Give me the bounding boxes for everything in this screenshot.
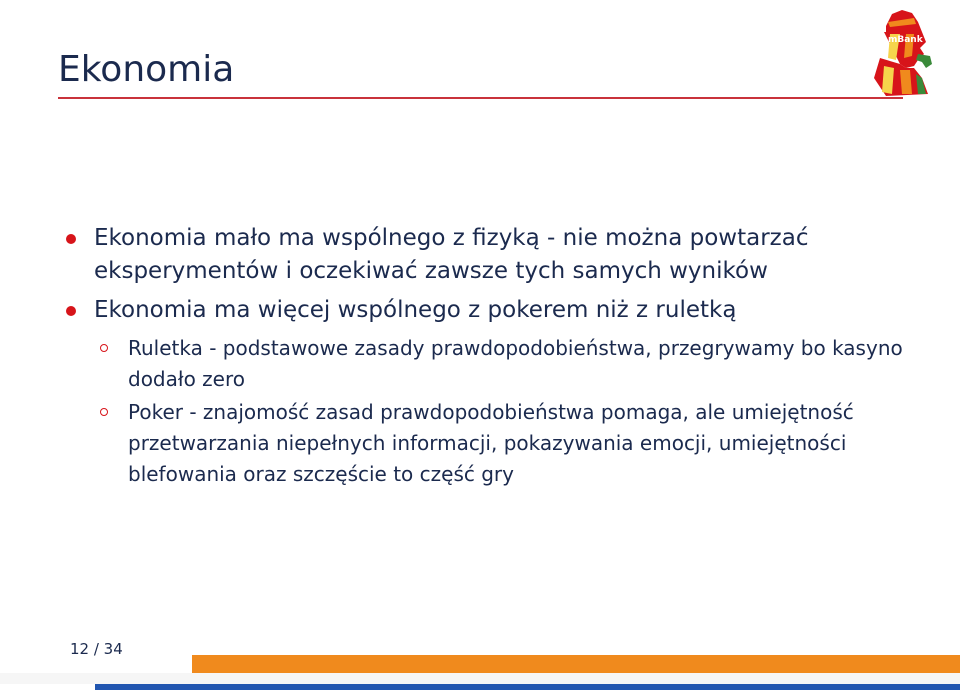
- bullet-dot-icon: [66, 306, 76, 316]
- footer-bar-orange: [192, 655, 960, 673]
- slide-content: [62, 222, 912, 492]
- bullet-item: [62, 222, 912, 288]
- page-number: 12 / 34: [70, 640, 123, 658]
- footer-bar-grey: [0, 673, 960, 684]
- sub-bullet-text: Poker - znajomość zasad prawdopodobieństwa pomaga, ale umiejętność przetwarzania niepełnych informacji, pokazywania emocji, umiejętności blefowania oraz szczęście to część gry: [128, 400, 854, 486]
- logo-text: mBank: [888, 35, 923, 45]
- sub-bullet-item: [62, 397, 912, 490]
- sub-bullet-text: Ruletka - podstawowe zasady prawdopodobieństwa, przegrywamy bo kasyno dodało zero: [128, 336, 903, 391]
- bullet-dot-icon: [66, 234, 76, 244]
- bullet-text: Ekonomia mało ma wspólnego z fizyką - nie można powtarzać eksperymentów i oczekiwać zawsze tych samych wyników: [94, 225, 809, 284]
- bullet-text: Ekonomia ma więcej wspólnego z pokerem niż z ruletką: [94, 297, 737, 323]
- footer-bar-blue: [95, 684, 960, 690]
- slide-title: Ekonomia: [58, 49, 235, 90]
- title-underline: [58, 97, 903, 99]
- sub-bullet-item: [62, 333, 912, 395]
- mbank-sherlock-logo: [866, 8, 936, 96]
- bullet-item: [62, 294, 912, 327]
- sub-bullet-circle-icon: [100, 344, 108, 352]
- sub-bullet-circle-icon: [100, 408, 108, 416]
